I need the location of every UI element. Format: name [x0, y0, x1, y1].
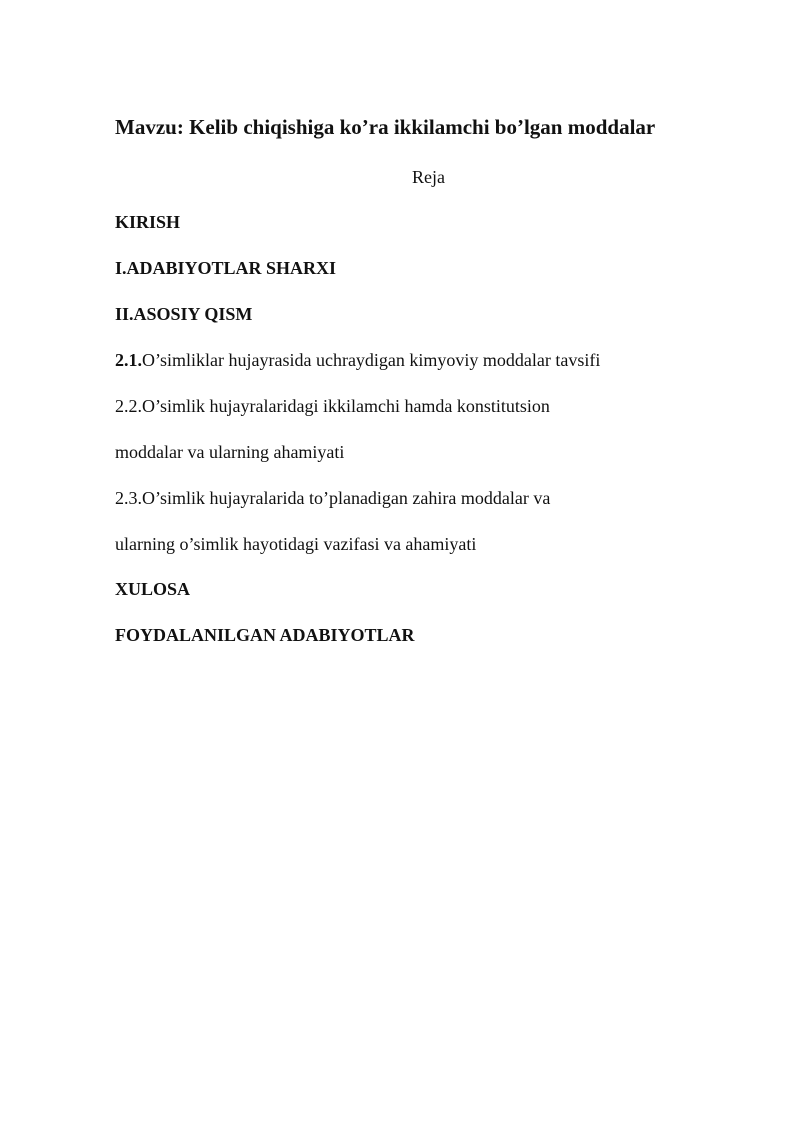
toc-section-2: II.ASOSIY QISM — [115, 304, 253, 324]
toc-references: FOYDALANILGAN ADABIYOTLAR — [115, 625, 415, 645]
toc-item-2-1-number: 2.1. — [115, 350, 142, 370]
toc-item-2-3-line-2: ularning o’simlik hayotidagi vazifasi va ahamiyati — [115, 534, 477, 554]
document-title: Mavzu: Kelib chiqishiga ko’ra ikkilamchi bo’lgan moddalar — [115, 115, 656, 139]
toc-item-2-1-text: O’simliklar hujayrasida uchraydigan kimyoviy moddalar tavsifi — [142, 350, 601, 370]
toc-intro: KIRISH — [115, 212, 181, 232]
toc-item-2-1 — [115, 348, 600, 372]
toc-item-2-2-line-1: 2.2.O’simlik hujayralaridagi ikkilamchi hamda konstitutsion — [115, 396, 550, 416]
toc-item-2-3-line-1: 2.3.O’simlik hujayralarida to’planadigan zahira moddalar va — [115, 488, 551, 508]
toc-conclusion: XULOSA — [115, 579, 191, 599]
toc-section-1: I.ADABIYOTLAR SHARXI — [115, 258, 337, 278]
toc-item-2-2-line-2: moddalar va ularning ahamiyati — [115, 442, 345, 462]
plan-heading: Reja — [412, 167, 445, 187]
